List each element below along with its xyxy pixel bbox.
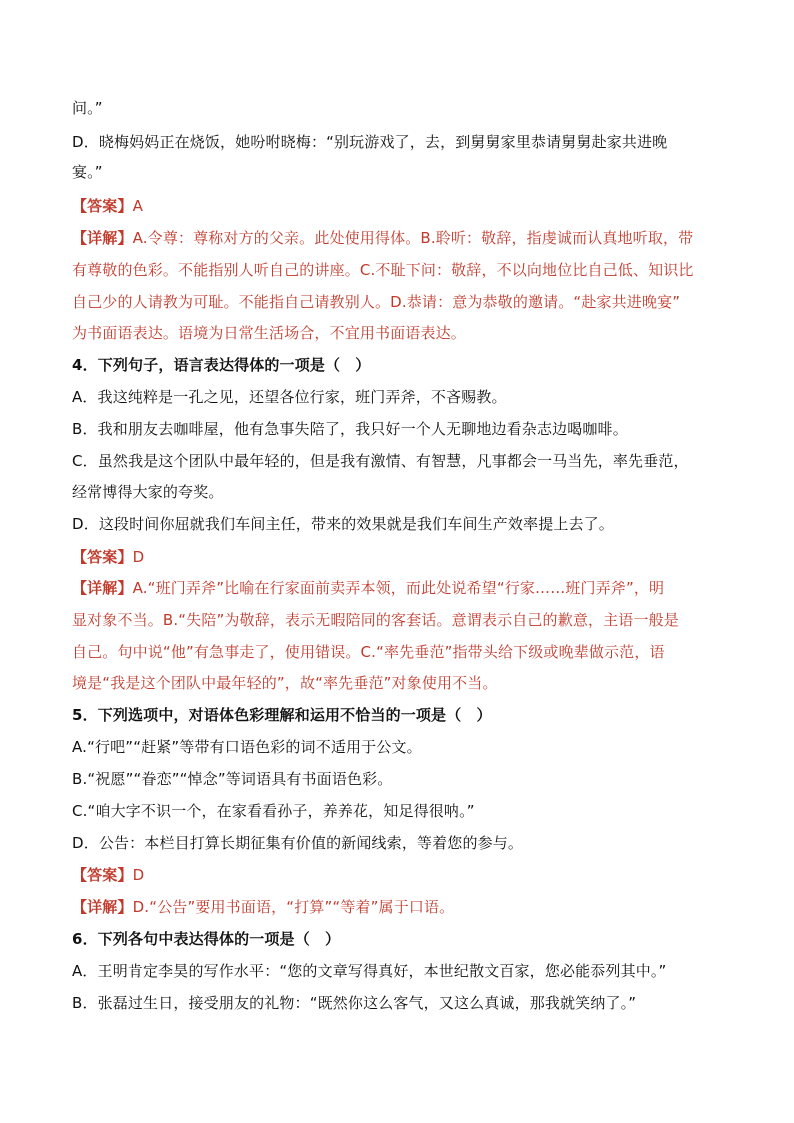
detail-label: 【详解】 [72, 579, 133, 597]
q4-detail-line1 [72, 578, 734, 598]
q4-stem: 4．下列句子，语言表达得体的一项是（ ） [72, 356, 371, 374]
q4-option-d: D．这段时间你屈就我们车间主任，带来的效果就是我们车间生产效率提上去了。 [72, 515, 614, 533]
q6-option-b: B．张磊过生日，接受朋友的礼物：“既然你这么客气，又这么真诚，那我就笑纳了。” [72, 994, 637, 1012]
q5-option-a: A.“行吧”“赶紧”等带有口语色彩的词不适用于公文。 [72, 738, 422, 756]
q4-detail-line3: 自己。句中说“他”有急事走了，使用错误。C.“率先垂范”指带头给下级或晚辈做示范，语 [72, 643, 665, 661]
q5-option-d: D．公告：本栏目打算长期征集有价值的新闻线索，等着您的参与。 [72, 834, 524, 852]
q3-detail-line3: 自己少的人请教为可耻。不能指自己请教别人。D.恭请：意为恭敬的邀请。“赴家共进晚宴” [72, 293, 681, 311]
q6-stem: 6．下列各句中表达得体的一项是（ ） [72, 930, 341, 948]
q3-option-d-line2: 宴。” [72, 163, 103, 181]
q3-detail-line1 [72, 228, 734, 248]
detail-text: A.“班门弄斧”比喻在行家面前卖弄本领，而此处说希望“行家……班门弄斧”，明 [132, 579, 665, 597]
q4-answer [72, 547, 734, 567]
q4-option-c-line1: C．虽然我是这个团队中最年轻的，但是我有激情、有智慧，凡事都会一马当先，率先垂范， [72, 452, 689, 470]
detail-text: A.令尊：尊称对方的父亲。此处使用得体。B.聆听：敬辞，指虔诚而认真地听取，带 [132, 229, 694, 247]
q3-option-d-line1: D．晓梅妈妈正在烧饭，她吩咐晓梅：“别玩游戏了，去，到舅舅家里恭请舅舅赴家共进晚 [72, 133, 668, 151]
q5-option-b: B.“祝愿”“眷恋”“悼念”等词语具有书面语色彩。 [72, 770, 393, 788]
q3-answer [72, 196, 734, 216]
q5-detail-line1 [72, 897, 734, 917]
detail-label: 【详解】 [72, 229, 133, 247]
detail-text: D.“公告”要用书面语，“打算”“等着”属于口语。 [132, 898, 455, 916]
q3-option-c-tail: 问。” [72, 99, 103, 117]
q6-option-a: A．王明肯定李昊的写作水平：“您的文章写得真好，本世纪散文百家，您必能忝列其中。” [72, 962, 667, 980]
answer-value: D [132, 548, 145, 566]
q4-option-b: B．我和朋友去咖啡屋，他有急事失陪了，我只好一个人无聊地边看杂志边喝咖啡。 [72, 420, 628, 438]
q4-option-a: A．我这纯粹是一孔之见，还望各位行家，班门弄斧，不吝赐教。 [72, 388, 507, 406]
answer-value: D [132, 866, 145, 884]
q3-detail-line2: 有尊敬的色彩。不能指别人听自己的讲座。C.不耻下问：敬辞，不以向地位比自己低、知识比 [72, 261, 694, 279]
q4-detail-line4: 境是“我是这个团队中最年轻的”，故“率先垂范”对象使用不当。 [72, 674, 498, 692]
answer-value: A [132, 197, 144, 215]
q5-option-c: C.“咱大字不识一个，在家看看孙子，养养花，知足得很呐。” [72, 802, 475, 820]
q4-detail-line2: 显对象不当。B.“失陪”为敬辞，表示无暇陪同的客套话。意谓表示自己的歉意，主语一般是 [72, 611, 679, 629]
q5-stem: 5．下列选项中，对语体色彩理解和运用不恰当的一项是（ ） [72, 706, 492, 724]
q4-option-c-line2: 经常博得大家的夸奖。 [72, 483, 224, 501]
answer-label: 【答案】 [72, 548, 133, 566]
answer-label: 【答案】 [72, 197, 133, 215]
detail-label: 【详解】 [72, 898, 133, 916]
q5-answer [72, 865, 734, 885]
answer-label: 【答案】 [72, 866, 133, 884]
q3-detail-line4: 为书面语表达。语境为日常生活场合，不宜用书面语表达。 [72, 324, 466, 342]
